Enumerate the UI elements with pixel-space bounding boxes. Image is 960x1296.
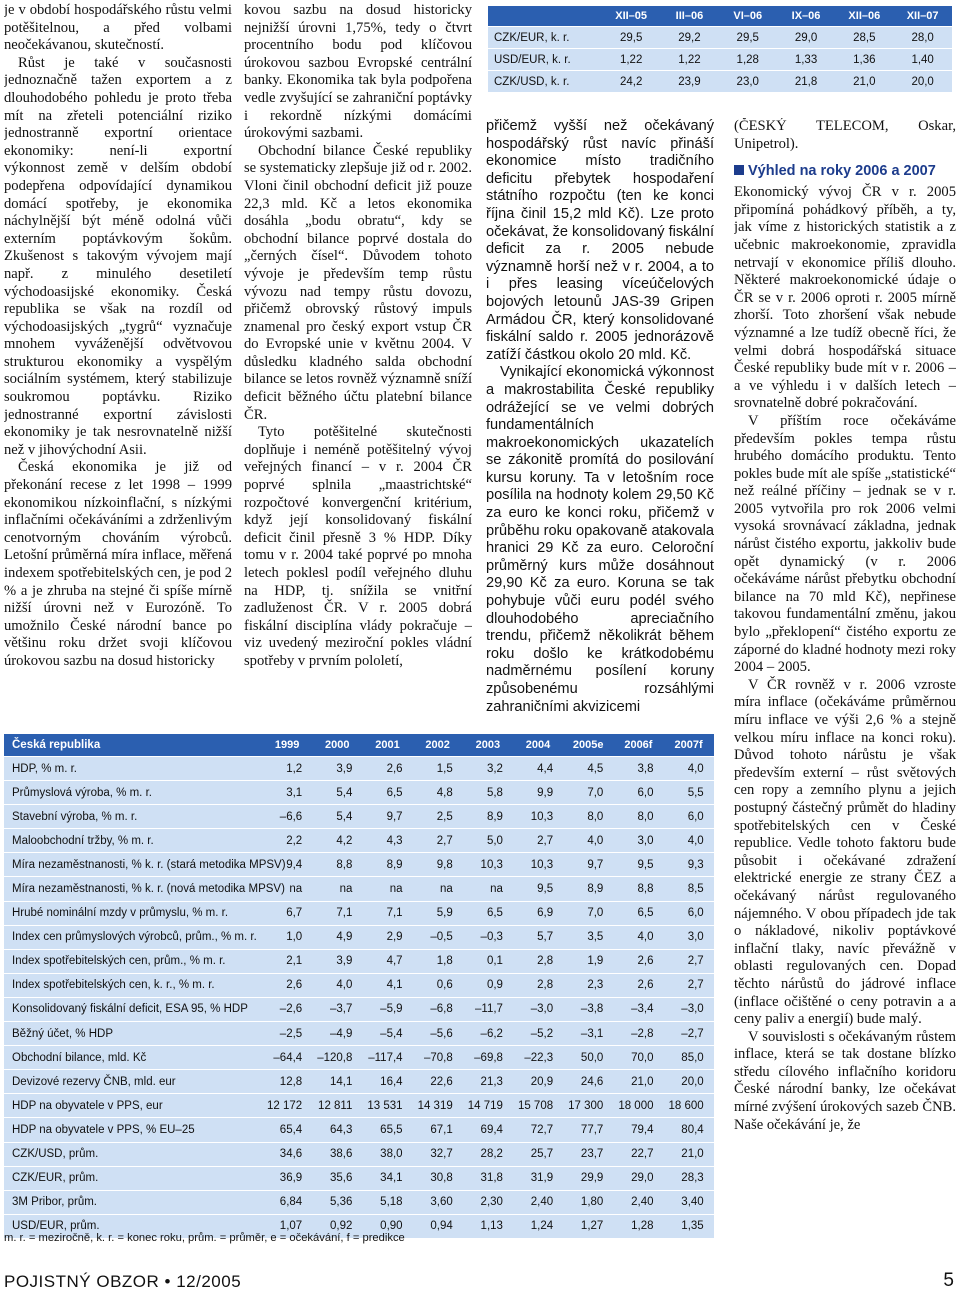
table-cell: 5,0 xyxy=(486,834,503,847)
table-header: XII–05 III–06 VI–06 IX–06 XII–06 XII–07 xyxy=(488,6,952,26)
table-cell: 2,30 xyxy=(480,1196,503,1209)
table-cell: 28,0 xyxy=(911,31,934,44)
row-label: Průmyslová výroba, % m. r. xyxy=(12,786,152,799)
table-cell: 3,40 xyxy=(681,1196,704,1209)
table-row xyxy=(4,925,714,949)
table-cell: 4,4 xyxy=(537,762,554,775)
table-cell: 1,80 xyxy=(580,1196,604,1209)
table-cell: na xyxy=(339,883,353,896)
row-label: CZK/USD, k. r. xyxy=(494,75,570,88)
table-cell: 3,9 xyxy=(336,955,353,968)
table-cell: 64,3 xyxy=(329,1123,353,1136)
table-cell: 2,5 xyxy=(436,810,453,823)
table-cell: 3,0 xyxy=(687,931,704,944)
page-number: 5 xyxy=(943,1270,954,1291)
table-cell: 1,40 xyxy=(911,53,934,66)
table-cell: 9,9 xyxy=(537,786,554,799)
text-column-4 xyxy=(734,118,956,1253)
table-cell: 18 000 xyxy=(618,1099,654,1112)
table-cell: 29,5 xyxy=(619,31,643,44)
table-cell: 34,6 xyxy=(279,1148,303,1161)
table-cell: 3,8 xyxy=(637,762,654,775)
row-label: 3M Pribor, prům. xyxy=(12,1196,97,1209)
paragraph: V ČR rovněž v r. 2006 vzroste míra inflace (očekáváme průměrnou míru inflace ve výši 2,6 % a stejně velkou míru inflace na konci roku). Důvod tohoto nárůstu je však především externí – růst světových cen ropy a zemního plynu a jejich postupný částečný průmět do hladiny spotřebitelských cen v České republice. Vedle tohoto faktoru bude působit i očekávané zdražení elektrické energie ze strany ČEZ a očekávaný nárůst regulovaného nájemného. V obou případech jde tak o nákladové, nikoliv poptávkové inflační tlaky, navíc převážně v oblasti regulovaných cen. Dopad těchto nárůstů do jádrové inflace (inflace očištěné o ceny potravin a a ceny paliv a energií) bude malý. xyxy=(734,676,956,1028)
table-cell: 14 719 xyxy=(467,1099,503,1112)
table-cell: 18 600 xyxy=(668,1099,704,1112)
table-cell: 2,8 xyxy=(537,979,554,992)
table-cell: 21,3 xyxy=(480,1075,503,1088)
table-cell: 1,9 xyxy=(587,955,604,968)
paragraph: Obchodní bilance České republiky se systematicky zlepšuje již od r. 2002. Vloni činil obchodní deficit již pouze 22,3 mld. Kč a letos ekonomika dosáhla „bodu obratu“, kdy se obchodní bilance poprvé dostala do „černých čísel“. Důvodem tohoto vývoje je především temp růstu vývozu nad tempy růstu dovozu, přičemž obrovský růstový impuls znamenal pro český export vstup ČR do Evropské unie v květnu 2004. V důsledku kladného salda obchodní bilance se letos rovněž významně sníží deficit běžného účtu platební bilance ČR. xyxy=(244,142,472,423)
paragraph: V souvislosti s očekávaným růstem inflace, která se tak dostane blízko středu cílového inflačního koridoru České národní banky, lze očekávat mírné zvýšení úrokových sazeb ČNB. Naše očekávání je, že xyxy=(734,1028,956,1133)
table-cell: 5,18 xyxy=(380,1196,403,1209)
table-cell: 8,8 xyxy=(637,883,654,896)
table-cell: 1,13 xyxy=(480,1220,503,1233)
table-cell: 72,7 xyxy=(530,1123,554,1136)
table-cell: 5,4 xyxy=(336,786,353,799)
table-cell: 9,3 xyxy=(687,858,704,871)
table-cell: 5,8 xyxy=(486,786,503,799)
row-label: Běžný účet, % HDP xyxy=(12,1027,113,1040)
table-cell: 29,9 xyxy=(580,1172,604,1185)
paragraph: Tyto potěšitelné skutečnosti doplňuje i neméně potěšitelný vývoj veřejných financí – v r. 2004 ČR poprvé splnila „maastrichtské“ rozpočtové konvergenční kritérium, když její konsolidovaný fiskální deficit činil přesně 3 % HDP. Díky tomu v r. 2004 také poprvé po mnoha letech poklesl podíl veřejného dluhu na HDP, tj. snížila se vnitřní zadluženost ČR. V r. 2005 dobrá fiskální disciplína vlády pokračuje – viz uvedený meziroční pokles vládní spotřeby v prvním pololetí, xyxy=(244,424,472,669)
section-heading: Výhled na roky 2006 a 2007 xyxy=(734,162,956,180)
table-cell: 2,6 xyxy=(637,955,654,968)
table-cell: 4,0 xyxy=(336,979,353,992)
table-note: m. r. = meziročně, k. r. = konec roku, prům. = průměr, e = očekávání, f = predikce xyxy=(4,1232,405,1244)
table-cell: 1,22 xyxy=(619,53,643,66)
table-cell: –2,8 xyxy=(631,1027,654,1040)
table-cell: 8,9 xyxy=(587,883,604,896)
row-label: CZK/EUR, k. r. xyxy=(494,31,570,44)
table-cell: 16,4 xyxy=(380,1075,403,1088)
paragraph: (ČESKÝ TELECOM, Oskar, Unipetrol). xyxy=(734,118,956,152)
table-cell: –5,4 xyxy=(380,1027,403,1040)
table-row xyxy=(4,997,714,1021)
table-cell: 1,28 xyxy=(736,53,759,66)
table-cell: 3,0 xyxy=(637,834,654,847)
table-cell: 22,7 xyxy=(631,1148,654,1161)
table-cell: 79,4 xyxy=(631,1123,654,1136)
table-cell: 21,0 xyxy=(853,75,876,88)
table-cell: 4,0 xyxy=(687,762,704,775)
table-cell: 2,2 xyxy=(286,834,303,847)
table-cell: 24,6 xyxy=(580,1075,604,1088)
table-cell: –5,2 xyxy=(530,1027,554,1040)
table-cell: 6,5 xyxy=(386,786,403,799)
row-label: Obchodní bilance, mld. Kč xyxy=(12,1051,147,1064)
table-cell: 36,9 xyxy=(279,1172,303,1185)
table-cell: 6,7 xyxy=(286,907,303,920)
table-cell: –5,9 xyxy=(380,1003,403,1016)
table-cell: –69,8 xyxy=(474,1051,503,1064)
table-cell: 0,9 xyxy=(486,979,503,992)
row-label: HDP na obyvatele v PPS, eur xyxy=(12,1099,163,1112)
table-cell: 6,0 xyxy=(687,907,704,920)
table-cell: 9,8 xyxy=(436,858,453,871)
row-label: Index spotřebitelských cen, prům., % m. r. xyxy=(12,955,226,968)
table-cell: 70,0 xyxy=(631,1051,654,1064)
text-column-2 xyxy=(244,2,472,710)
table-row xyxy=(4,949,714,973)
table-row xyxy=(488,26,952,48)
row-label: Míra nezaměstnanosti, % k. r. (stará metodika MPSV) xyxy=(12,858,286,871)
table-row xyxy=(4,1093,714,1117)
table-row xyxy=(488,48,952,70)
table-cell: 8,9 xyxy=(486,810,503,823)
table-cell: 20,9 xyxy=(530,1075,554,1088)
table-cell: 21,0 xyxy=(631,1075,654,1088)
table-cell: 25,7 xyxy=(530,1148,554,1161)
table-row xyxy=(4,852,714,876)
table-cell: 0,6 xyxy=(436,979,453,992)
table-cell: 6,84 xyxy=(279,1196,303,1209)
table-cell: 4,9 xyxy=(336,931,353,944)
table-cell: 2,7 xyxy=(687,979,704,992)
table-cell: 1,8 xyxy=(436,955,453,968)
table-cell: 4,3 xyxy=(386,834,403,847)
table-cell: –6,2 xyxy=(480,1027,503,1040)
row-label: Konsolidovaný fiskální deficit, ESA 95, % HDP xyxy=(12,1003,248,1016)
table-cell: –0,3 xyxy=(480,931,503,944)
table-cell: 4,2 xyxy=(336,834,353,847)
table-cell: –3,0 xyxy=(530,1003,554,1016)
paragraph: Ekonomický vývoj ČR v r. 2005 připomíná pohádkový příběh, a ty, jak víme z historických statistik a z učebnic makroekonomie, zpravidla netrvají v ekonomice příliš dlouho. Některé makroekonomické údaje o ČR se v r. 2006 oproti r. 2005 mírně zhorší. Toto zhoršení však nebude významné a lze tudíž obecně říci, že velmi dobrá hospodářská situace České republiky bude mít v r. 2006 – a ve výhledu i v dalších letech – srovnatelně dobré pokračování. xyxy=(734,184,956,412)
table-cell: 9,7 xyxy=(386,810,403,823)
table-row xyxy=(4,1142,714,1166)
table-cell: –6,8 xyxy=(430,1003,453,1016)
table-cell: 15 708 xyxy=(517,1099,554,1112)
table-cell: 1,36 xyxy=(853,53,876,66)
table-cell: 4,1 xyxy=(386,979,403,992)
table-cell: 2,7 xyxy=(436,834,453,847)
square-bullet-icon xyxy=(734,165,744,175)
table-cell: –6,6 xyxy=(279,810,303,823)
table-cell: 3,60 xyxy=(430,1196,453,1209)
table-cell: 7,1 xyxy=(386,907,403,920)
table-cell: 29,5 xyxy=(736,31,759,44)
table-cell: –5,6 xyxy=(430,1027,453,1040)
table-cell: 4,5 xyxy=(587,762,604,775)
table-cell: 24,2 xyxy=(619,75,643,88)
table-row xyxy=(4,756,714,780)
table-cell: 9,5 xyxy=(537,883,554,896)
table-cell: 1,27 xyxy=(580,1220,604,1233)
table-cell: 12 172 xyxy=(267,1099,303,1112)
table-cell: 29,0 xyxy=(794,31,818,44)
table-cell: 5,4 xyxy=(336,810,353,823)
fx-forecast-table xyxy=(488,6,952,92)
table-cell: 7,0 xyxy=(587,907,604,920)
table-cell: 2,40 xyxy=(530,1196,554,1209)
table-cell: 12 811 xyxy=(318,1099,353,1112)
table-cell: 23,9 xyxy=(678,75,701,88)
table-cell: 0,1 xyxy=(486,955,503,968)
table-cell: 4,8 xyxy=(436,786,453,799)
table-cell: 1,24 xyxy=(530,1220,554,1233)
table-cell: 85,0 xyxy=(681,1051,704,1064)
table-cell: 29,0 xyxy=(631,1172,654,1185)
table-cell: 38,6 xyxy=(329,1148,353,1161)
row-label: Hrubé nominální mzdy v průmyslu, % m. r. xyxy=(12,907,229,920)
table-row xyxy=(4,1166,714,1190)
row-label: CZK/USD, prům. xyxy=(12,1148,99,1161)
table-cell: –3,8 xyxy=(580,1003,604,1016)
table-cell: 34,1 xyxy=(380,1172,403,1185)
table-cell: 6,9 xyxy=(537,907,554,920)
table-cell: 31,8 xyxy=(480,1172,503,1185)
table-cell: 35,6 xyxy=(329,1172,353,1185)
table-cell: 65,5 xyxy=(380,1123,403,1136)
row-label: Míra nezaměstnanosti, % k. r. (nová metodika MPSV) xyxy=(12,883,285,896)
table-cell: na xyxy=(389,883,403,896)
table-row xyxy=(4,1045,714,1069)
table-cell: –3,1 xyxy=(580,1027,604,1040)
table-cell: 67,1 xyxy=(430,1123,453,1136)
table-row xyxy=(4,780,714,804)
table-cell: 28,2 xyxy=(480,1148,503,1161)
footer-publication: POJISTNÝ OBZOR • 12/2005 xyxy=(4,1272,242,1291)
table-row xyxy=(4,1190,714,1214)
paragraph: kovou sazbu na dosud historicky nejnižší úrovni 1,75%, tedy o čtvrt procentního bodu pod klíčovou úrokovou sazbou Evropské centrální banky. Ekonomika tak byla podpořena vedle zvyšující se zahraniční poptávky i rekordně nízkými domácími úrokovými sazbami. xyxy=(244,2,472,142)
table-row xyxy=(488,70,952,92)
table-cell: 8,8 xyxy=(336,858,353,871)
paragraph: Růst je také v současnosti jednoznačně tažen exportem a z dlouhodobého pohledu je proto třeba mít na zřeteli potenciální riziko jednostranně exportní orientace ekonomiky: není-li exportní výkonnost země v delším období podepřena odpovídající dynamikou domácí spotřeby, je ekonomika náchylnější být méně odolná vůči externím poptávkovým šokům. Zkušenost s takovým vývojem mají např. z minulého desetiletí východoasijské ekonomiky. Česká republika se však na rozdíl od východoasijských „tygrů“ vyznačuje mnohem vyváženější odvětvovou strukturou ekonomiky a vyspělým sociálním systémem, který stabilizuje soukromou poptávku. Riziko jednostranné exportní závislosti ekonomiky je tak nesrovnatelně nižší než v jihovýchodní Asii. xyxy=(4,54,232,458)
table-cell: –70,8 xyxy=(423,1051,453,1064)
row-label: Index cen průmyslových výrobců, prům., % m. r. xyxy=(12,931,257,944)
table-cell: 9,7 xyxy=(587,858,604,871)
row-label: USD/EUR, prům. xyxy=(12,1220,100,1233)
table-row xyxy=(4,876,714,900)
table-cell: 5,36 xyxy=(329,1196,353,1209)
table-cell: –3,4 xyxy=(631,1003,654,1016)
table-cell: 0,94 xyxy=(430,1220,453,1233)
table-row xyxy=(4,1069,714,1093)
row-label: CZK/EUR, prům. xyxy=(12,1172,99,1185)
table-cell: 14,1 xyxy=(329,1075,353,1088)
table-cell: 1,22 xyxy=(678,53,701,66)
table-cell: 14 319 xyxy=(417,1099,453,1112)
table-cell: 5,7 xyxy=(537,931,554,944)
table-cell: 22,6 xyxy=(430,1075,453,1088)
table-cell: 17 300 xyxy=(568,1099,604,1112)
table-cell: 7,0 xyxy=(587,786,604,799)
table-cell: 3,2 xyxy=(486,762,503,775)
table-row xyxy=(4,828,714,852)
row-label: Stavební výroba, % m. r. xyxy=(12,810,138,823)
table-cell: 1,5 xyxy=(436,762,453,775)
table-cell: 8,9 xyxy=(386,858,403,871)
table-cell: –4,9 xyxy=(329,1027,353,1040)
table-cell: 4,7 xyxy=(386,955,403,968)
table-row xyxy=(4,901,714,925)
table-cell: 5,5 xyxy=(687,786,704,799)
table-cell: 10,3 xyxy=(530,858,554,871)
macro-table xyxy=(4,734,714,1238)
table-cell: 2,7 xyxy=(537,834,554,847)
table-cell: 1,33 xyxy=(794,53,818,66)
table-cell: 13 531 xyxy=(367,1099,403,1112)
table-cell: 31,9 xyxy=(530,1172,554,1185)
table-cell: 20,0 xyxy=(911,75,934,88)
row-label: HDP na obyvatele v PPS, % EU–25 xyxy=(12,1123,195,1136)
table-cell: 4,0 xyxy=(587,834,604,847)
table-cell: 6,0 xyxy=(687,810,704,823)
table-cell: –11,7 xyxy=(475,1003,503,1016)
table-cell: 1,35 xyxy=(681,1220,704,1233)
text-column-1 xyxy=(4,2,232,722)
table-cell: 2,7 xyxy=(687,955,704,968)
table-cell: 2,6 xyxy=(637,979,654,992)
table-cell: 21,8 xyxy=(794,75,818,88)
table-cell: 10,3 xyxy=(480,858,503,871)
table-cell: 80,4 xyxy=(681,1123,704,1136)
table-cell: –2,5 xyxy=(279,1027,303,1040)
paragraph: V příštím roce očekáváme především pokles tempa růstu hrubého domácího produktu. Tento pokles bude mít ale spíše „statistické“ než reálné příčiny – jednak se v r. 2005 vytvořila pro rok 2006 velmi vysoká srovnávací základna, jednak nárůst čistého exportu, jakkoliv bude opět dynamický (v r. 2006 očekáváme nárůst přebytku obchodní bilance na 70 mld Kč), nepřinese takovou fundamentální změnu, jakou bylo „překlopení“ čistého exportu ze záporné do kladné hodnoty mezi roky 2004 – 2005. xyxy=(734,412,956,676)
table-cell: –0,5 xyxy=(430,931,453,944)
table-cell: 1,28 xyxy=(631,1220,654,1233)
table-cell: 28,3 xyxy=(681,1172,704,1185)
table-header: Česká republika 1999 2000 2001 2002 2003 2004 2005e 2006f 2007f xyxy=(4,734,714,756)
table-cell: –2,7 xyxy=(681,1027,704,1040)
table-cell: 28,5 xyxy=(853,31,876,44)
table-cell: –2,6 xyxy=(279,1003,303,1016)
table-cell: 10,3 xyxy=(530,810,554,823)
table-cell: –22,3 xyxy=(524,1051,554,1064)
table-cell: –3,0 xyxy=(681,1003,704,1016)
table-cell: 5,9 xyxy=(436,907,453,920)
table-cell: 1,0 xyxy=(286,931,303,944)
table-cell: 30,8 xyxy=(430,1172,453,1185)
table-cell: 0,92 xyxy=(329,1220,353,1233)
table-cell: 50,0 xyxy=(580,1051,604,1064)
table-cell: 8,5 xyxy=(687,883,704,896)
table-row xyxy=(4,804,714,828)
table-cell: 6,5 xyxy=(486,907,503,920)
table-cell: 6,5 xyxy=(637,907,654,920)
table-row xyxy=(4,1117,714,1141)
table-row xyxy=(4,973,714,997)
text-column-3 xyxy=(486,118,714,722)
table-cell: 2,8 xyxy=(537,955,554,968)
table-cell: 2,1 xyxy=(286,955,303,968)
table-cell: 1,2 xyxy=(286,762,303,775)
table-cell: –3,7 xyxy=(329,1003,353,1016)
table-cell: 77,7 xyxy=(580,1123,604,1136)
table-cell: 4,0 xyxy=(637,931,654,944)
table-cell: 23,0 xyxy=(736,75,759,88)
table-cell: 9,5 xyxy=(637,858,654,871)
table-cell: na xyxy=(490,883,503,896)
table-cell: na xyxy=(289,883,303,896)
table-cell: 2,6 xyxy=(386,762,403,775)
table-cell: 38,0 xyxy=(380,1148,403,1161)
table-cell: 3,5 xyxy=(587,931,604,944)
table-cell: –117,4 xyxy=(368,1051,403,1064)
table-cell: 29,2 xyxy=(678,31,701,44)
table-cell: 23,7 xyxy=(580,1148,604,1161)
paragraph: Česká ekonomika je již od překonání recese z let 1998 – 1999 ekonomikou nízkoinflační, s nízkými inflačními očekáváními a zdrženlivým cenotvorným chováním výrobců. Letošní průměrná míra inflace, měřená indexem spotřebitelských cen, je pod 2 % a je zhruba na stejné či spíše mírně nižší úrovni než v Eurozóně. To umožnilo České národní bance po většinu roku držet svoji klíčovou úrokovou sazbu na dosud historicky xyxy=(4,459,232,669)
table-row xyxy=(4,1021,714,1045)
row-label: Index spotřebitelských cen, k. r., % m. r. xyxy=(12,979,215,992)
table-cell: na xyxy=(439,883,453,896)
table-cell: 65,4 xyxy=(279,1123,303,1136)
table-cell: 0,90 xyxy=(380,1220,403,1233)
table-cell: 8,0 xyxy=(637,810,654,823)
table-cell: –64,4 xyxy=(273,1051,303,1064)
table-cell: –120,8 xyxy=(317,1051,353,1064)
paragraph: přičemž vyšší než očekávaný hospodářský růst navíc přináší ekonomice místo tradičního deficitu přebytek hospodaření státního rozpočtu (ten ke konci října činil 15,2 mld Kč). Lze proto očekávat, že konsolidovaný fiskální deficit za r. 2005 nebude významně horší než v r. 2004, a to i přes leasing víceúčelových bojových letounů JAS-39 Gripen Armádou ČR, který konsolidované fiskální saldo r. 2005 jednorázově zatíží částkou okolo 20 mld. Kč. xyxy=(486,118,714,363)
table-cell: 8,0 xyxy=(587,810,604,823)
row-label: USD/EUR, k. r. xyxy=(494,53,571,66)
table-cell: 21,0 xyxy=(681,1148,704,1161)
table-cell: 12,8 xyxy=(279,1075,303,1088)
table-cell: 7,1 xyxy=(336,907,353,920)
table-cell: 1,07 xyxy=(279,1220,303,1233)
table-cell: 3,9 xyxy=(336,762,353,775)
paragraph: je v období hospodářského růstu velmi potěšitelnou, a před volbami neočekávanou, skutečností. xyxy=(4,2,232,54)
table-cell: 9,4 xyxy=(286,858,303,871)
table-cell: 2,6 xyxy=(286,979,303,992)
table-cell: 2,9 xyxy=(386,931,403,944)
row-label: Maloobchodní tržby, % m. r. xyxy=(12,834,154,847)
table-cell: 3,1 xyxy=(286,786,303,799)
row-label: Devizové rezervy ČNB, mld. eur xyxy=(12,1075,176,1088)
table-cell: 2,40 xyxy=(631,1196,654,1209)
row-label: HDP, % m. r. xyxy=(12,762,77,775)
table-cell: 6,0 xyxy=(637,786,654,799)
paragraph: Vynikající ekonomická výkonnost a makrostabilita České republiky odrážející se ve velmi dobrých fundamentálních makroekonomických ukazatelích se zákonitě promítá do posilování kursu koruny. Ta v letošním roce posílila na hodnoty kolem 29,50 Kč za euro ke konci roku, přičemž v průběhu roku opakovaně atakovala hranici 29 Kč za euro. Celoroční průměrný kurs může dosáhnout 29,90 Kč za euro. Koruna se tak pohybuje vůči euru podél svého dlouhodobého apreciačního trendu, přičemž několikrát během roku došlo ke krátkodobému nadměrnému posílení koruny způsobenému rozsáhlými zahraničními akvizicemi xyxy=(486,364,714,715)
table-cell: 2,3 xyxy=(587,979,604,992)
table-cell: 4,0 xyxy=(687,834,704,847)
table-cell: 69,4 xyxy=(480,1123,503,1136)
table-cell: 32,7 xyxy=(430,1148,453,1161)
table-cell: 20,0 xyxy=(681,1075,704,1088)
